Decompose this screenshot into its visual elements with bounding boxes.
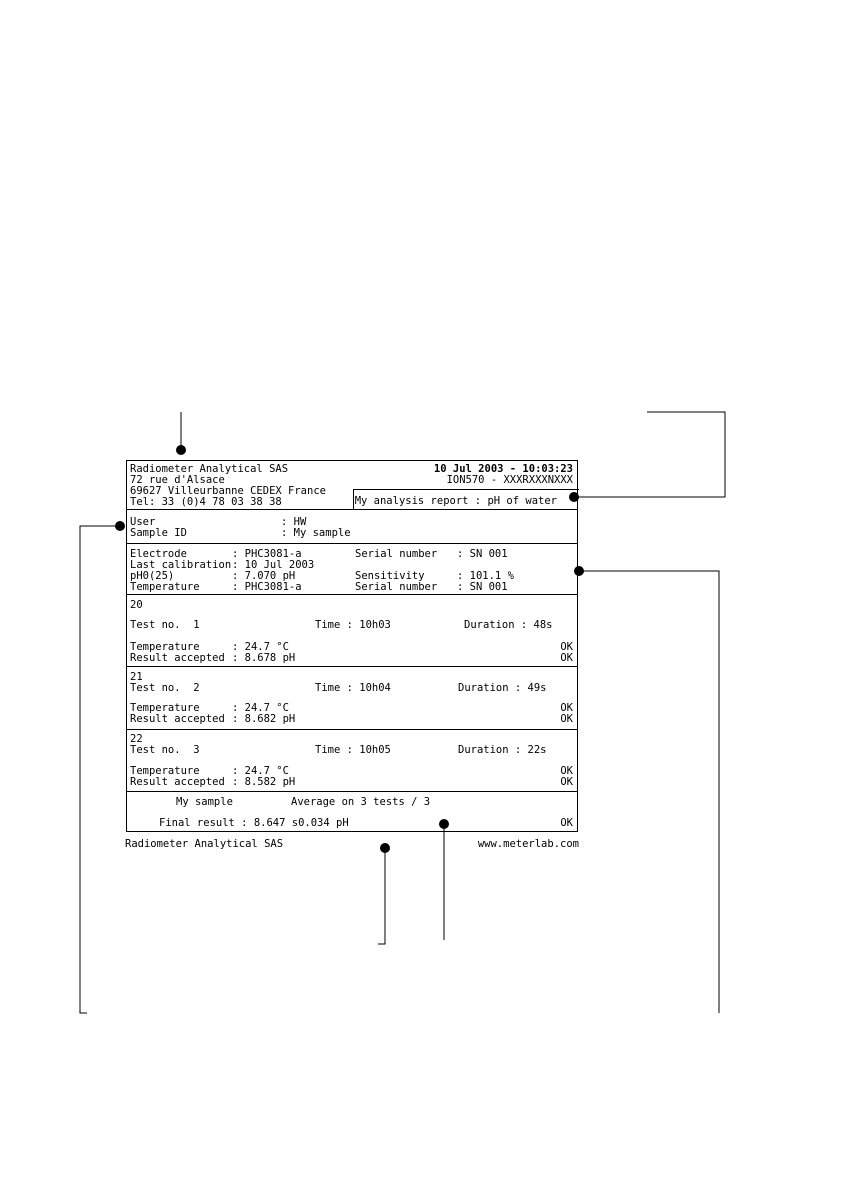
company-street: 72 rue d'Alsace bbox=[130, 474, 225, 486]
sensor-serial-label: Serial number bbox=[355, 581, 438, 593]
result-status: OK bbox=[560, 776, 573, 788]
temperature-sensor-value: : PHC3081-a bbox=[232, 581, 302, 593]
result-status: OK bbox=[560, 713, 573, 725]
temperature-status: OK bbox=[560, 702, 573, 714]
callout-line-user bbox=[80, 526, 120, 1013]
temperature-value: : 24.7 °C bbox=[232, 641, 289, 653]
test-number: Test no. 1 bbox=[130, 619, 200, 631]
company-name: Radiometer Analytical SAS bbox=[130, 463, 289, 475]
sensitivity-label: Sensitivity bbox=[355, 570, 425, 582]
summary-average: Average on 3 tests / 3 bbox=[291, 796, 431, 808]
result-value: : 8.678 pH bbox=[232, 652, 296, 664]
temperature-value: : 24.7 °C bbox=[232, 765, 289, 777]
footer-company: Radiometer Analytical SAS bbox=[125, 838, 284, 850]
electrode-value: : PHC3081-a bbox=[232, 548, 302, 560]
test-index: 20 bbox=[130, 599, 143, 611]
test-number: Test no. 3 bbox=[130, 744, 200, 756]
divider bbox=[127, 509, 577, 510]
callout-dot-header bbox=[176, 445, 186, 455]
divider bbox=[127, 729, 577, 730]
result-status: OK bbox=[560, 652, 573, 664]
test-duration: Duration : 22s bbox=[458, 744, 547, 756]
company-city: 69627 Villeurbanne CEDEX France bbox=[130, 485, 326, 497]
footer-website: www.meterlab.com bbox=[477, 838, 579, 850]
final-result: Final result : 8.647 s0.034 pH bbox=[159, 817, 349, 829]
result-value: : 8.682 pH bbox=[232, 713, 296, 725]
final-status: OK bbox=[560, 817, 573, 829]
summary-sample: My sample bbox=[176, 796, 233, 808]
temperature-label: Temperature bbox=[130, 765, 200, 777]
callout-dot-user bbox=[115, 521, 125, 531]
electrode-label: Electrode bbox=[130, 548, 187, 560]
callout-dot-footer bbox=[380, 843, 390, 853]
test-time: Time : 10h04 bbox=[315, 682, 391, 694]
ph0-value: : 7.070 pH bbox=[232, 570, 296, 582]
test-time: Time : 10h03 bbox=[315, 619, 391, 631]
divider bbox=[127, 543, 577, 544]
user-value: : HW bbox=[281, 516, 307, 528]
report-title: My analysis report : pH of water bbox=[354, 495, 557, 507]
divider bbox=[127, 791, 577, 792]
company-tel: Tel: 33 (0)4 78 03 38 38 bbox=[130, 496, 282, 508]
ph0-label: pH0(25) bbox=[130, 570, 175, 582]
user-label: User bbox=[130, 516, 156, 528]
report-datetime: 10 Jul 2003 - 10:03:23 bbox=[433, 463, 573, 475]
divider bbox=[127, 594, 577, 595]
result-value: : 8.582 pH bbox=[232, 776, 296, 788]
sample-id-value: : My sample bbox=[281, 527, 351, 539]
temperature-value: : 24.7 °C bbox=[232, 702, 289, 714]
test-number: Test no. 2 bbox=[130, 682, 200, 694]
test-time: Time : 10h05 bbox=[315, 744, 391, 756]
temperature-label: Temperature bbox=[130, 702, 200, 714]
callout-line-electrode bbox=[579, 571, 719, 1013]
test-duration: Duration : 49s bbox=[458, 682, 547, 694]
analysis-report bbox=[126, 460, 578, 832]
test-duration: Duration : 48s bbox=[464, 619, 553, 631]
instrument-id: ION570 - XXXRXXXNXXX bbox=[446, 474, 573, 486]
result-label: Result accepted bbox=[130, 652, 225, 664]
divider bbox=[127, 666, 577, 667]
sensitivity-value: : 101.1 % bbox=[457, 570, 514, 582]
temperature-status: OK bbox=[560, 641, 573, 653]
serial-number-value: : SN 001 bbox=[457, 548, 508, 560]
last-calibration-label: Last calibration bbox=[130, 559, 232, 571]
test-index: 21 bbox=[130, 671, 143, 683]
callout-line-report-title bbox=[574, 412, 725, 497]
temperature-label: Temperature bbox=[130, 641, 200, 653]
sensor-serial-value: : SN 001 bbox=[457, 581, 508, 593]
result-label: Result accepted bbox=[130, 713, 225, 725]
test-index: 22 bbox=[130, 733, 143, 745]
sample-id-label: Sample ID bbox=[130, 527, 187, 539]
callout-line-footer bbox=[378, 848, 385, 944]
temperature-status: OK bbox=[560, 765, 573, 777]
last-calibration-value: : 10 Jul 2003 bbox=[232, 559, 315, 571]
serial-number-label: Serial number bbox=[355, 548, 438, 560]
result-label: Result accepted bbox=[130, 776, 225, 788]
temperature-sensor-label: Temperature bbox=[130, 581, 200, 593]
